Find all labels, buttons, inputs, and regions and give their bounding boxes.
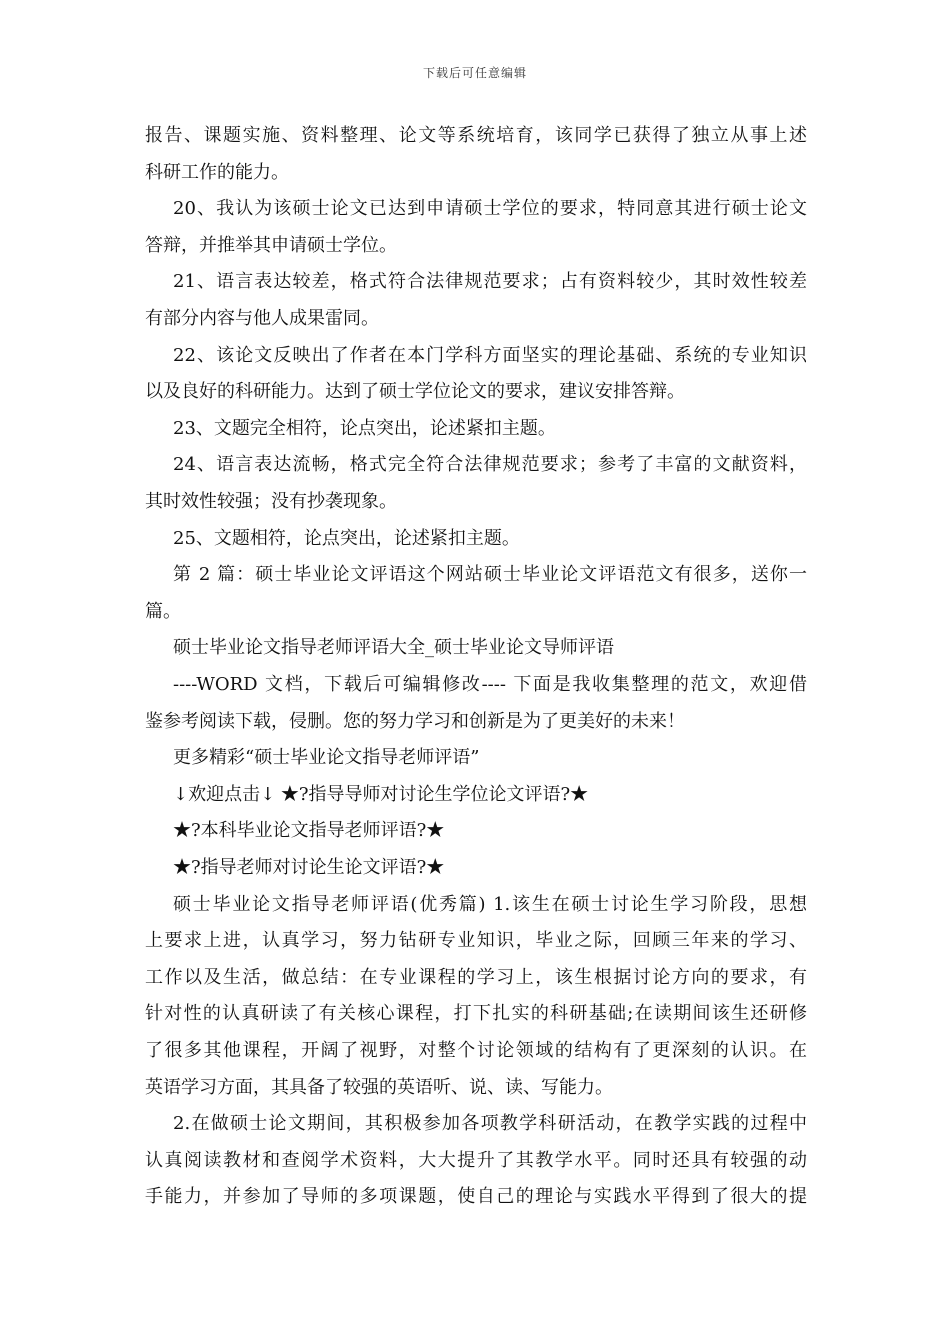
text-line: 20、我认为该硕士论文已达到申请硕士学位的要求，特同意其进行硕士论文	[173, 198, 807, 220]
text-line: 硕士毕业论文指导老师评语大全_硕士毕业论文导师评语	[173, 637, 614, 659]
text-line: 23、文题完全相符，论点突出，论述紧扣主题。	[173, 417, 556, 439]
text-line: 篇。	[145, 600, 181, 622]
text-line: 鉴参考阅读下载，侵删。您的努力学习和创新是为了更美好的未来！	[145, 710, 685, 732]
text-line: 25、文题相符，论点突出，论述紧扣主题。	[173, 527, 520, 549]
text-line: 第 2 篇：硕士毕业论文评语这个网站硕士毕业论文评语范文有很多，送你一	[173, 564, 807, 586]
text-line: 有部分内容与他人成果雷同。	[145, 308, 379, 329]
page-header: 下载后可任意编辑	[422, 66, 527, 80]
text-line: 21、语言表达较差，格式符合法律规范要求；占有资料较少，其时效性较差	[173, 271, 807, 293]
text-line: 科研工作的能力。	[145, 161, 289, 183]
text-line: ★?指导老师对讨论生论文评语?★	[173, 857, 445, 878]
text-line: 更多精彩“硕士毕业论文指导老师评语”	[173, 747, 480, 769]
text-line: 手能力，并参加了导师的多项课题，使自己的理论与实践水平得到了很大的提	[145, 1186, 807, 1208]
text-line: ----WORD 文档，下载后可编辑修改---- 下面是我收集整理的范文，欢迎借	[173, 674, 807, 695]
text-line: ★?本科毕业论文指导老师评语?★	[173, 820, 445, 842]
text-line: 报告、课题实施、资料整理、论文等系统培育，该同学已获得了独立从事上述	[145, 125, 807, 146]
text-line: 22、该论文反映出了作者在本门学科方面坚实的理论基础、系统的专业知识	[173, 344, 807, 366]
text-line: 工作以及生活，做总结：在专业课程的学习上，该生根据讨论方向的要求，有	[145, 966, 807, 988]
text-line: 认真阅读教材和查阅学术资料，大大提升了其教学水平。同时还具有较强的动	[145, 1149, 807, 1171]
text-line: 了很多其他课程，开阔了视野，对整个讨论领域的结构有了更深刻的认识。在	[145, 1040, 807, 1061]
text-line: 答辩，并推举其申请硕士学位。	[145, 234, 397, 256]
text-line: 上要求上进，认真学习，努力钻研专业知识，毕业之际，回顾三年来的学习、	[145, 930, 807, 952]
text-line: 2.在做硕士论文期间，其积极参加各项教学科研活动，在教学实践的过程中	[173, 1113, 807, 1135]
text-line: 硕士毕业论文指导老师评语(优秀篇) 1.该生在硕士讨论生学习阶段，思想	[173, 893, 807, 915]
text-line: ↓欢迎点击↓ ★?指导导师对讨论生学位论文评语?★	[173, 783, 589, 805]
text-line: 针对性的认真研读了有关核心课程，打下扎实的科研基础;在读期间该生还研修	[145, 1003, 807, 1025]
text-line: 以及良好的科研能力。达到了硕士学位论文的要求，建议安排答辩。	[145, 381, 685, 403]
text-line: 其时效性较强；没有抄袭现象。	[145, 491, 397, 512]
text-line: 英语学习方面，其具备了较强的英语听、说、读、写能力。	[145, 1076, 613, 1098]
text-line: 24、语言表达流畅，格式完全符合法律规范要求；参考了丰富的文献资料，	[173, 454, 807, 476]
